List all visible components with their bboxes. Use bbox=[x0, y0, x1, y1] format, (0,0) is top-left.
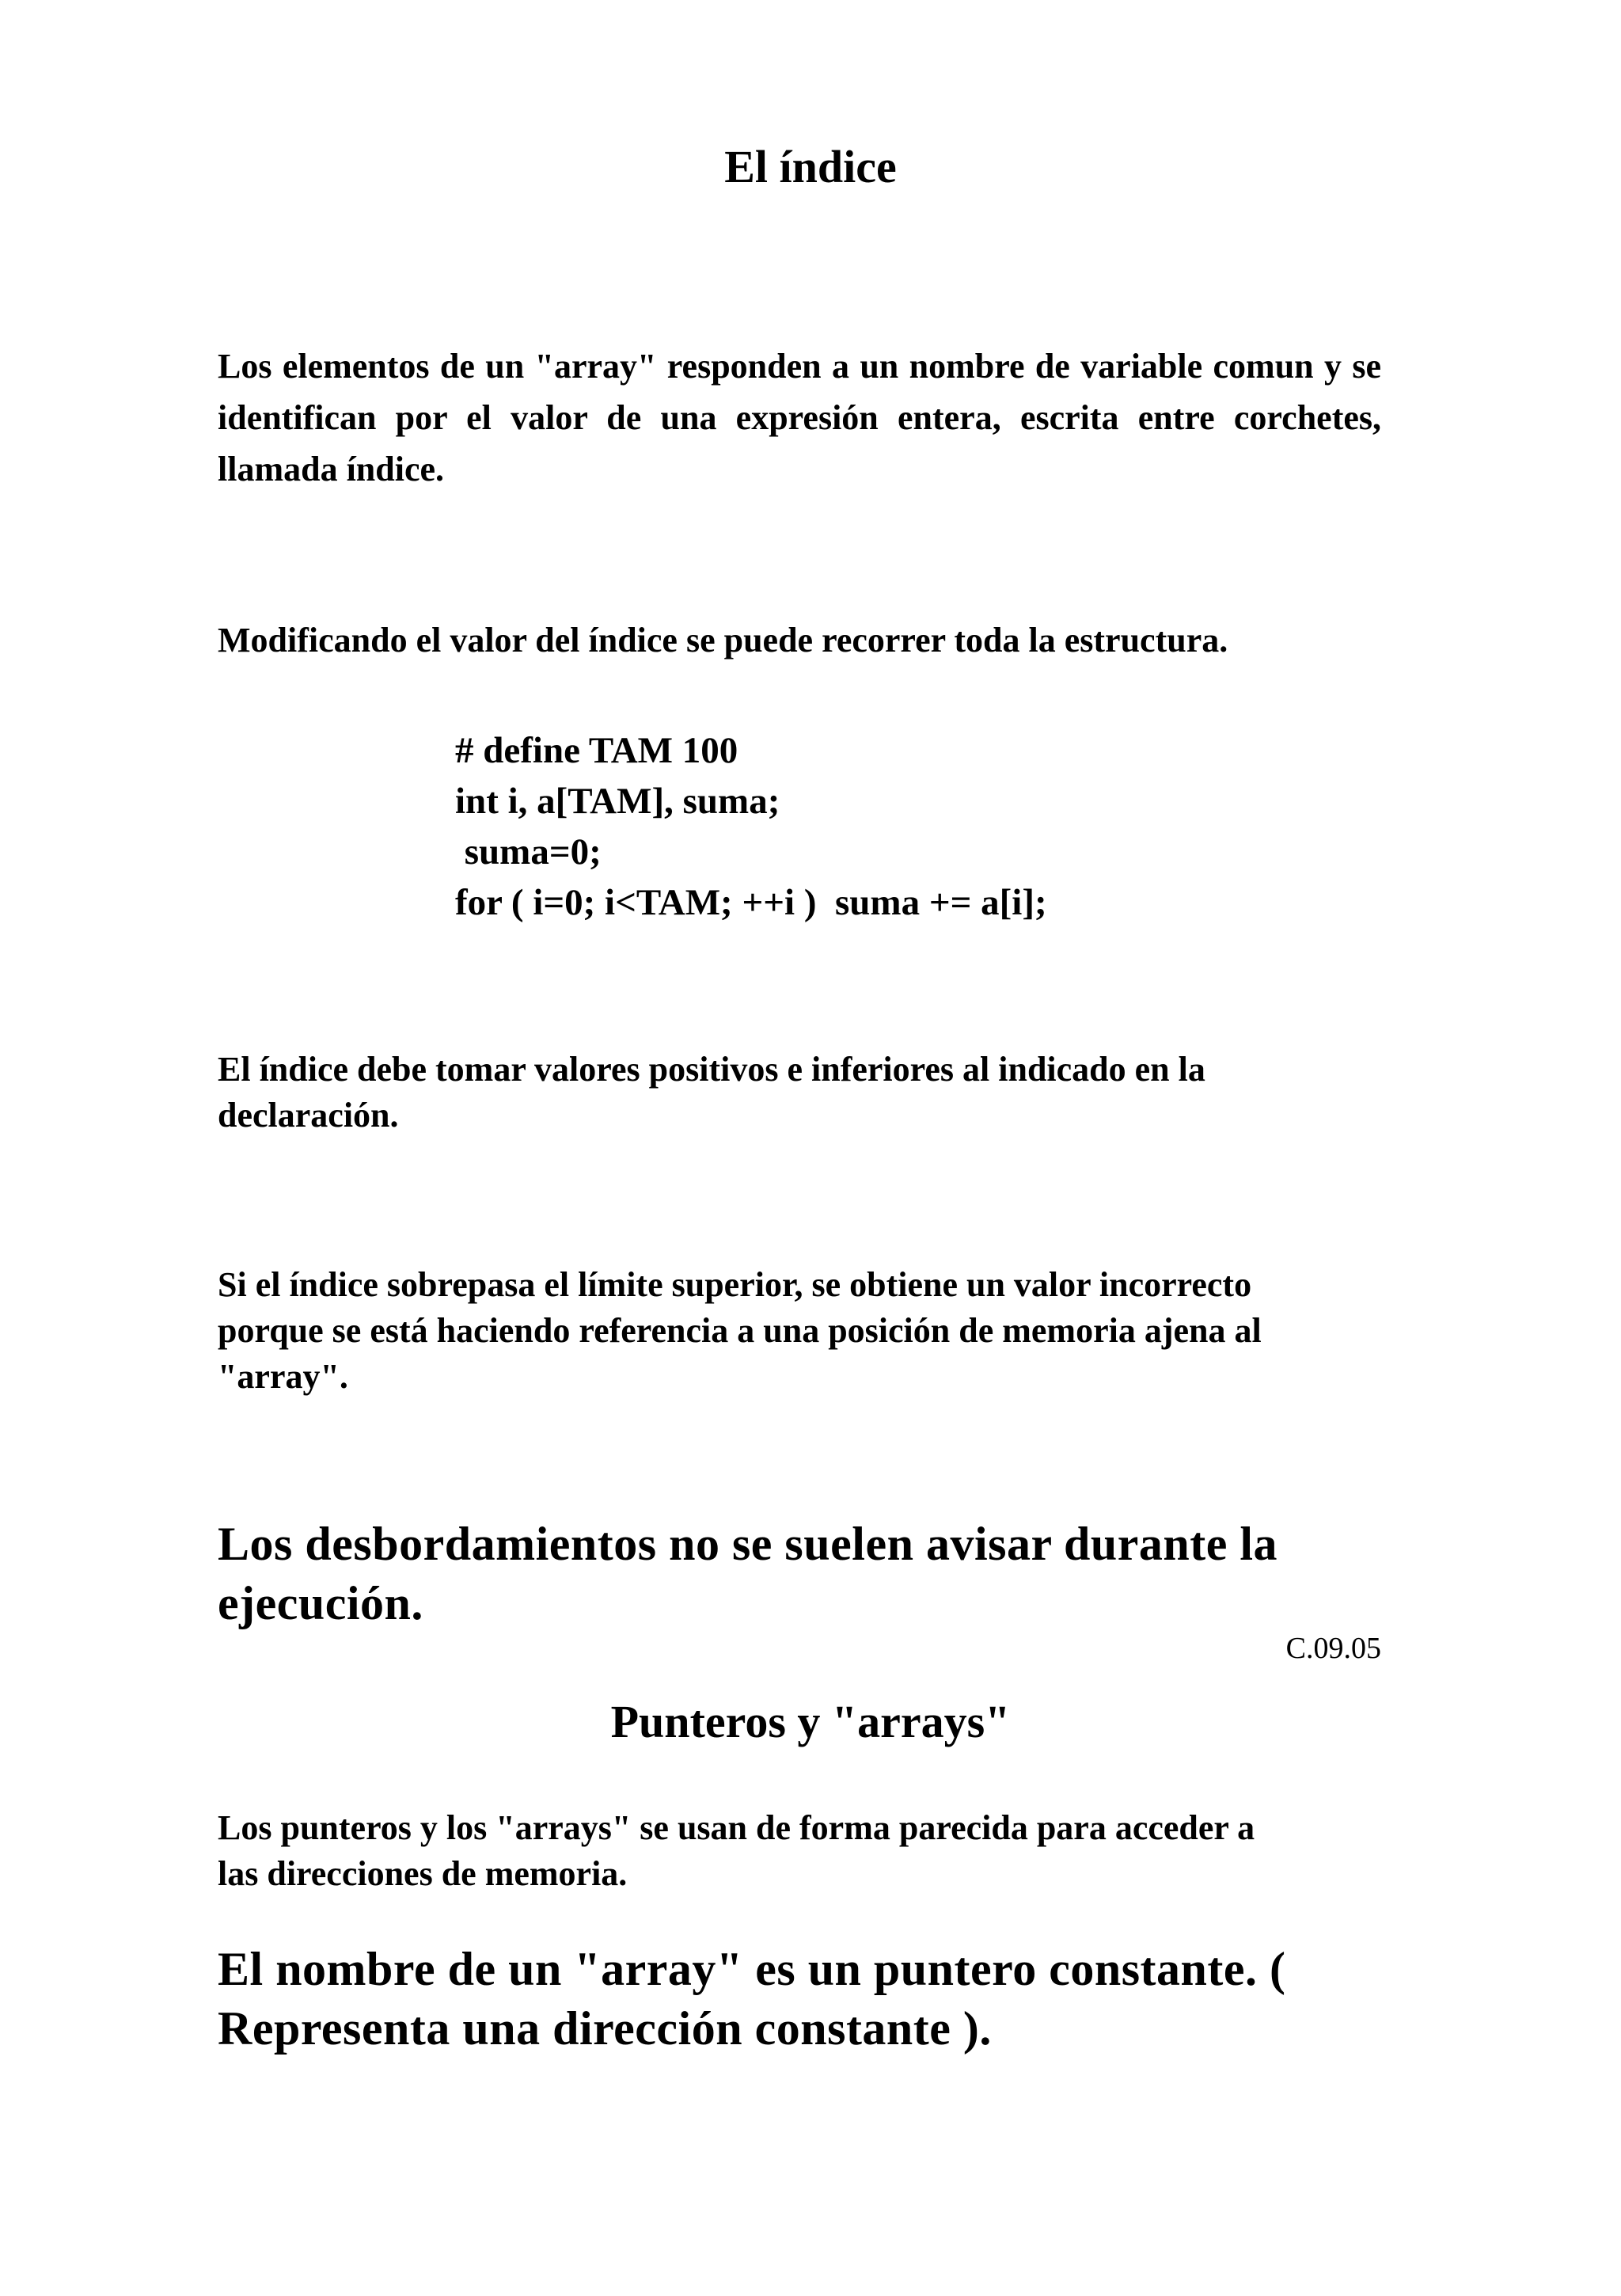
code-line-define: # define TAM 100 bbox=[455, 730, 738, 771]
paragraph-line: El índice debe tomar valores positivos e inferiores al indicado en la bbox=[218, 1050, 1205, 1089]
emphasis-line: El nombre de un "array" es un puntero constante. ( bbox=[218, 1943, 1286, 1995]
paragraph-upper-limit bbox=[218, 1262, 1405, 1400]
paragraph-line: declaración. bbox=[218, 1096, 399, 1135]
code-line-loop: for ( i=0; i<TAM; ++i ) suma += a[i]; bbox=[455, 882, 1047, 923]
paragraph-line: porque se está haciendo referencia a una posición de memoria ajena al bbox=[218, 1311, 1262, 1350]
paragraph-pointers-arrays bbox=[218, 1805, 1405, 1897]
code-example bbox=[455, 725, 1405, 928]
emphasis-constant-pointer bbox=[218, 1940, 1437, 2058]
paragraph-modify-index: Modificando el valor del índice se puede recorrer toda la estructura. bbox=[218, 621, 1228, 660]
paragraph-line: "array". bbox=[218, 1357, 348, 1396]
section-title-punteros: Punteros y "arrays" bbox=[610, 1696, 1011, 1747]
paragraph-line: Si el índice sobrepasa el límite superior, se obtiene un valor incorrecto bbox=[218, 1265, 1252, 1304]
code-line-init: suma=0; bbox=[455, 831, 602, 872]
emphasis-line: ejecución. bbox=[218, 1577, 423, 1629]
emphasis-line: Los desbordamientos no se suelen avisar durante la bbox=[218, 1518, 1278, 1570]
paragraph-array-elements: Los elementos de un "array" responden a un nombre de variable comun y se identifican por el valor de una expresión entera, escrita entre corchetes, llamada índice. bbox=[218, 347, 1381, 488]
code-line-declaration: int i, a[TAM], suma; bbox=[455, 781, 780, 822]
emphasis-line: Representa una dirección constante ). bbox=[218, 2002, 992, 2055]
page-code: C.09.05 bbox=[1285, 1632, 1381, 1665]
paragraph-index-range bbox=[218, 1047, 1405, 1138]
paragraph-line: Los punteros y los "arrays" se usan de forma parecida para acceder a bbox=[218, 1808, 1255, 1847]
section-title-indice: El índice bbox=[724, 141, 897, 192]
paragraph-line: las direcciones de memoria. bbox=[218, 1854, 628, 1893]
emphasis-overflow-warning bbox=[218, 1515, 1421, 1633]
